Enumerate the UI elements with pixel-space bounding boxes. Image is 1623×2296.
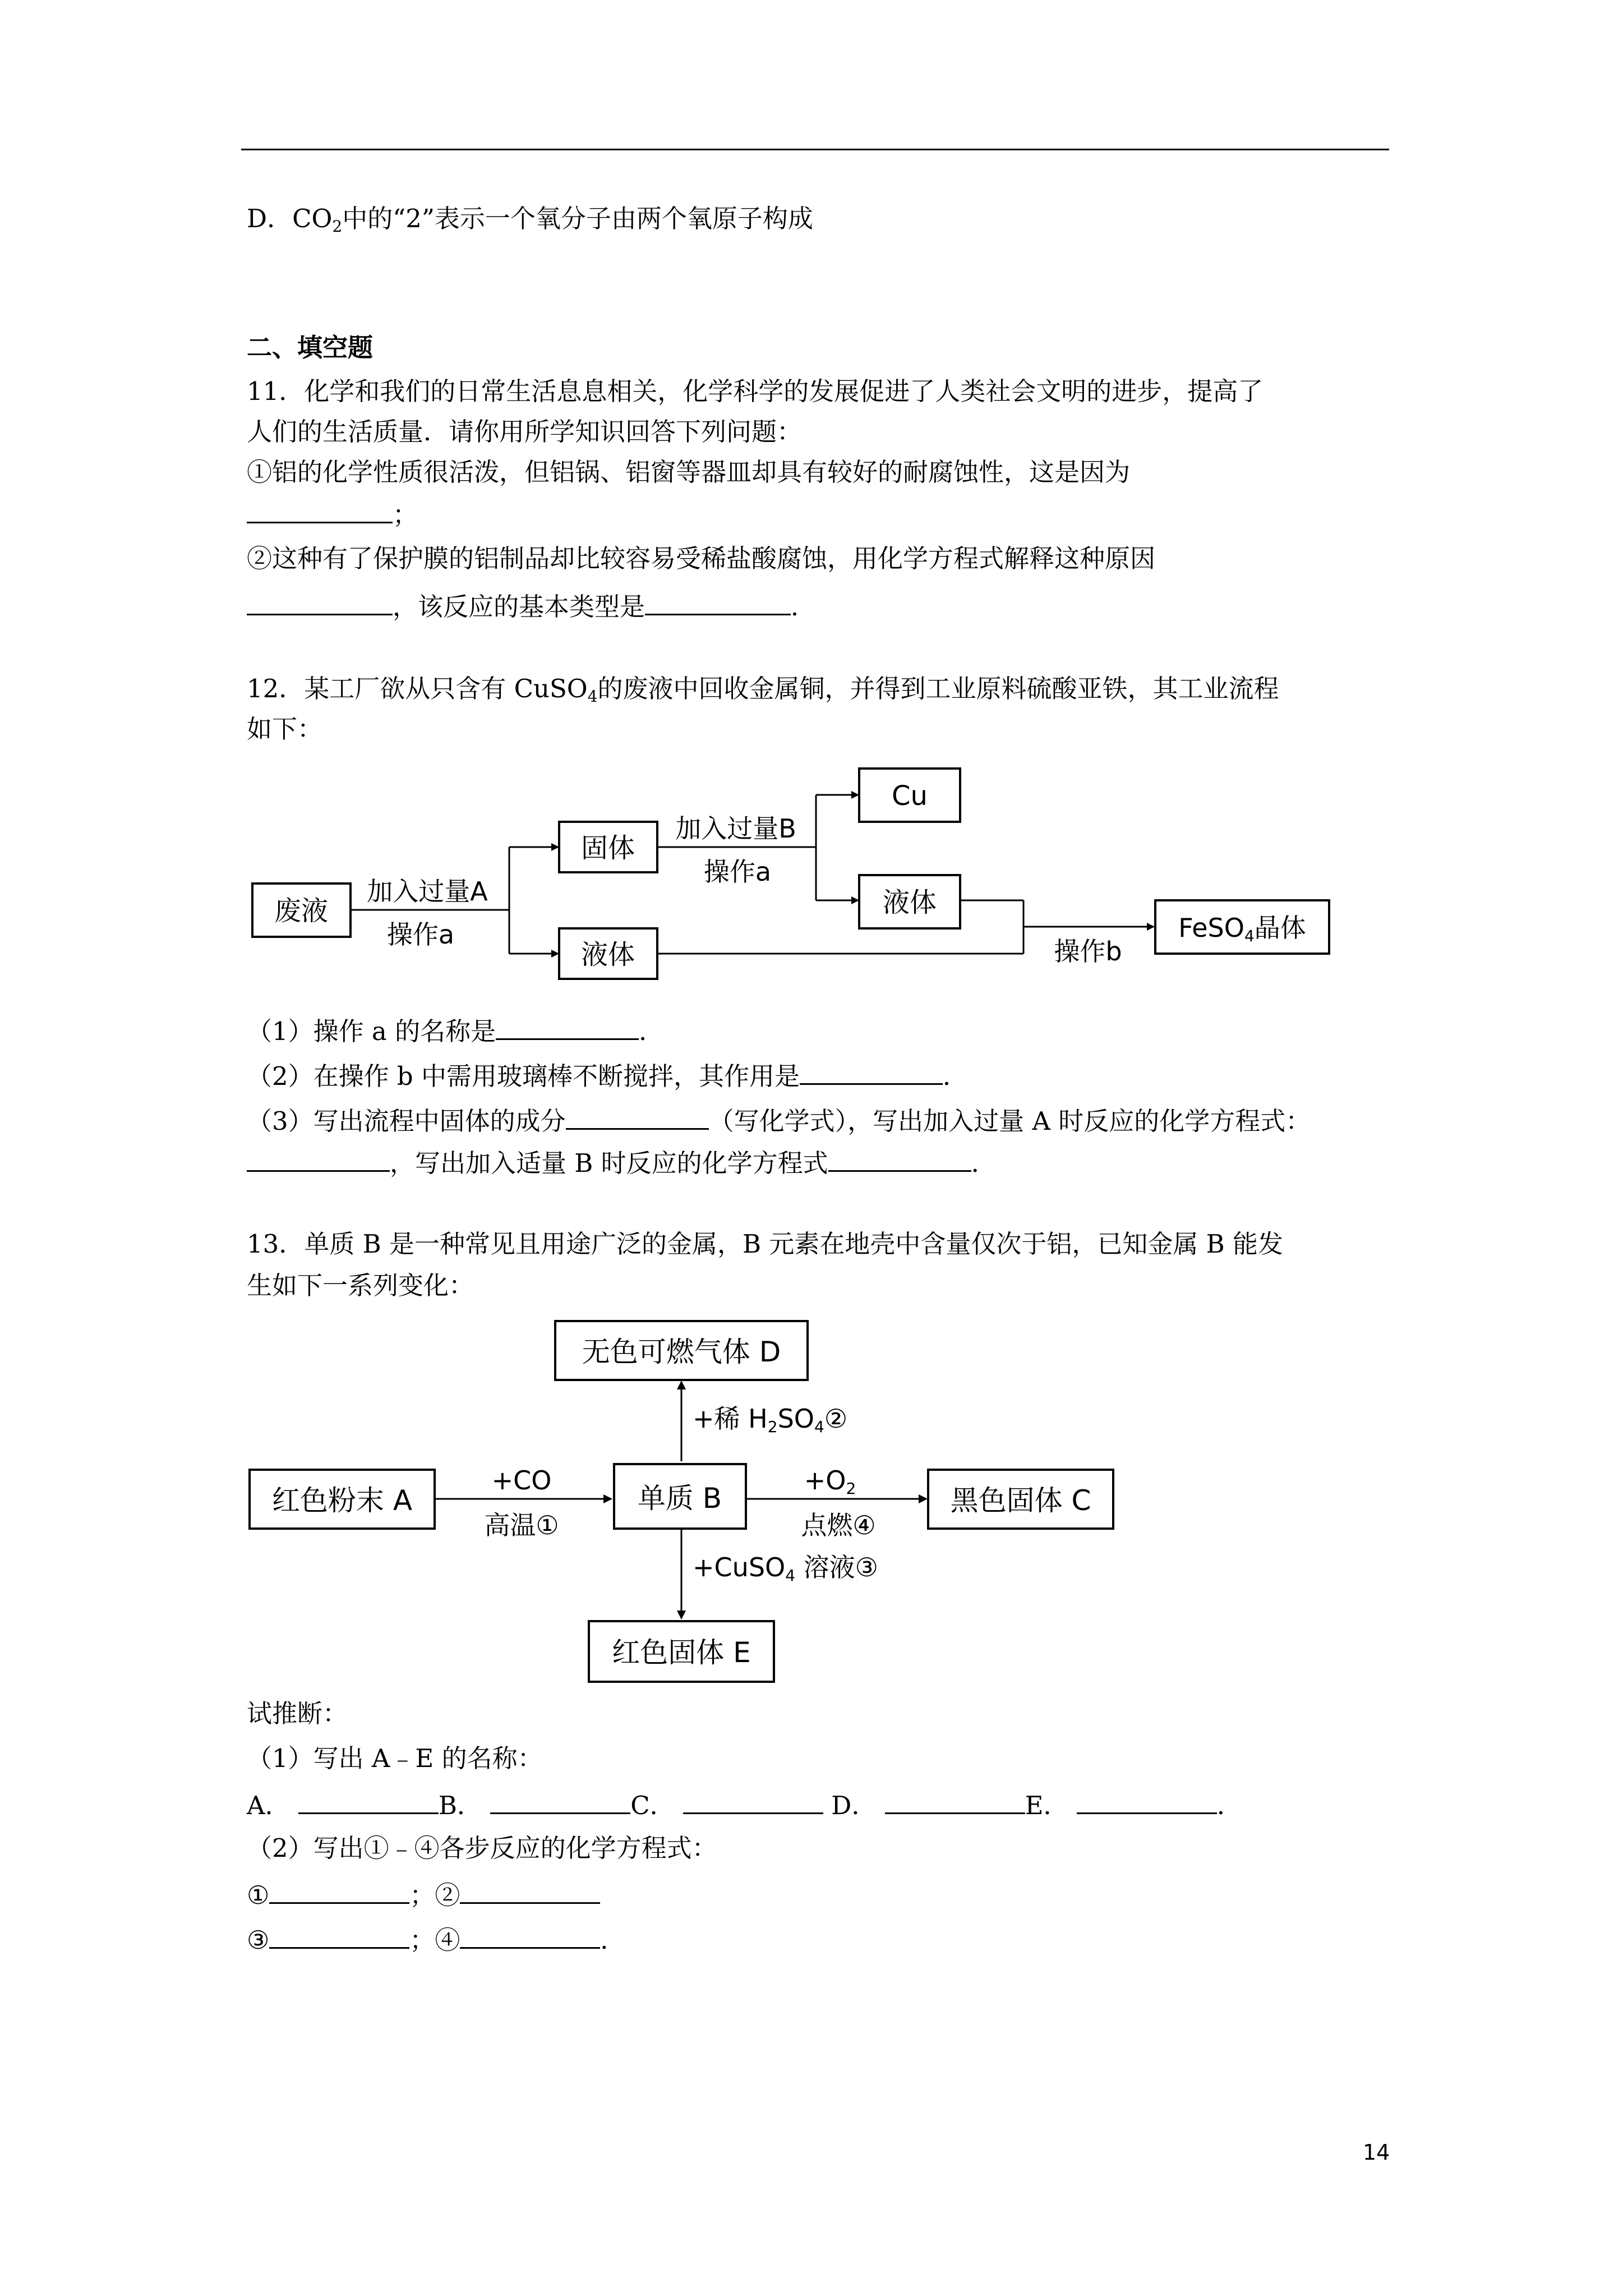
answer-blank[interactable] <box>247 1144 390 1172</box>
h2so4-label: +稀 H2SO4② <box>693 1404 848 1436</box>
q11-line4: ； <box>247 496 418 532</box>
q13-sub2: （2）写出①﹣④各步反应的化学方程式： <box>247 1833 717 1863</box>
q12-sub3-cont: ，写出加入适量 B 时反应的化学方程式 ． <box>247 1144 997 1180</box>
add-a-label: 加入过量A <box>367 876 488 907</box>
answer-blank[interactable] <box>490 1787 630 1814</box>
box-e-label: 红色固体 E <box>612 1636 751 1669</box>
answer-blank[interactable] <box>1077 1787 1217 1814</box>
q10-option-d: D．$CO_2$中的“2”表示一个氧分子由两个氧原子构成 <box>247 204 813 236</box>
q13-line2: 生如下一系列变化： <box>247 1271 474 1300</box>
q12-line2: 如下： <box>247 714 323 744</box>
answer-blank[interactable] <box>269 1921 409 1949</box>
liquid-label-upper: 液体 <box>882 887 937 918</box>
q13-line1: 13．单质 B 是一种常见且用途广泛的金属，B 元素在地壳中含量仅次于铝，已知金属 B 能发 <box>247 1229 1283 1259</box>
answer-blank[interactable] <box>683 1787 823 1814</box>
q12-line1: 12．某工厂欲从只含有 CuSO$_4$的废液中回收金属铜，并得到工业原料硫酸亚铁，其工业流程 <box>247 674 1279 706</box>
q11-line6: ，该反应的基本类型是 ． <box>247 588 816 624</box>
page-number: 14 <box>1363 2140 1390 2165</box>
q12-sub1: （1）操作 a 的名称是 ． <box>247 1013 664 1048</box>
waste-label: 废液 <box>274 895 329 927</box>
q12-sub2: （2）在操作 b 中需用玻璃棒不断搅拌，其作用是 ． <box>247 1057 968 1093</box>
answer-blank[interactable] <box>247 496 393 523</box>
box-c-label: 黑色固体 C <box>950 1484 1091 1517</box>
op-a-label-1: 操作a <box>386 919 455 950</box>
box-b-label: 单质 B <box>637 1482 722 1515</box>
cuso4-label: +CuSO4 溶液③ <box>693 1552 878 1585</box>
liquid-label-lower: 液体 <box>580 939 635 970</box>
ignite-label: 点燃④ <box>801 1510 876 1540</box>
q13-names-row: A． B． C． D． E． ． <box>247 1787 1242 1823</box>
box-d-label: 无色可燃气体 D <box>582 1336 781 1368</box>
o2-label: +O2 <box>804 1465 856 1498</box>
answer-blank[interactable] <box>566 1102 709 1130</box>
cu-label: Cu <box>892 780 928 812</box>
answer-blank[interactable] <box>645 588 791 615</box>
q13-eq-row1: ① ；② <box>247 1876 600 1912</box>
feso4-label: FeSO4晶体 <box>1178 913 1306 945</box>
q13-reaction-diagram <box>241 1313 1363 1700</box>
answer-blank[interactable] <box>460 1921 600 1949</box>
header-rule <box>241 149 1389 150</box>
answer-blank[interactable] <box>247 588 393 615</box>
q11-line3: ①铝的化学性质很活泼，但铝锅、铝窗等器皿却具有较好的耐腐蚀性，这是因为 <box>247 457 1131 487</box>
q13-infer: 试推断： <box>247 1699 348 1728</box>
answer-blank[interactable] <box>269 1876 409 1904</box>
q11-line1: 11．化学和我们的日常生活息息相关，化学科学的发展促进了人类社会文明的进步，提高了 <box>247 376 1264 406</box>
high-temp-label: 高温① <box>484 1510 559 1540</box>
add-b-label: 加入过量B <box>675 813 796 844</box>
q12-sub3: （3）写出流程中固体的成分 （写化学式），写出加入过量 A 时反应的化学方程式： <box>247 1102 1311 1138</box>
answer-blank[interactable] <box>496 1013 639 1040</box>
answer-blank[interactable] <box>828 1144 971 1172</box>
q11-line2: 人们的生活质量．请你用所学知识回答下列问题： <box>247 417 803 447</box>
section-title: 二、填空题 <box>247 333 374 362</box>
op-a-label-2: 操作a <box>703 857 772 887</box>
q13-eq-row2: ③ ；④ ． <box>247 1921 625 1957</box>
q11-line5: ②这种有了保护膜的铝制品却比较容易受稀盐酸腐蚀，用化学方程式解释这种原因 <box>247 544 1156 573</box>
box-a-label: 红色粉末 A <box>271 1484 413 1517</box>
answer-blank[interactable] <box>460 1876 600 1904</box>
answer-blank[interactable] <box>885 1787 1025 1814</box>
solid-label: 固体 <box>580 832 635 864</box>
answer-blank[interactable] <box>298 1787 439 1814</box>
co-label: +CO <box>491 1465 552 1496</box>
answer-blank[interactable] <box>800 1057 943 1085</box>
op-b-label: 操作b <box>1054 936 1122 967</box>
q13-sub1: （1）写出 A﹣E 的名称： <box>247 1743 543 1773</box>
q12-flow-diagram <box>241 763 1363 1010</box>
